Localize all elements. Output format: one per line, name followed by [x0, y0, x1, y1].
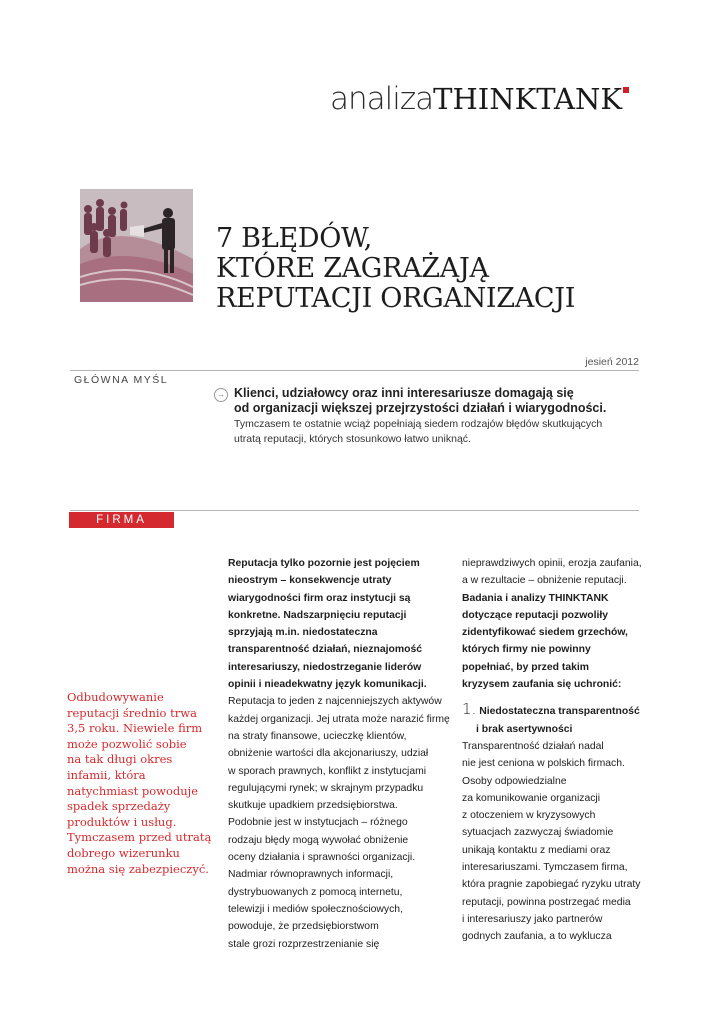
main-thought-body	[234, 417, 624, 447]
pull-quote	[67, 690, 212, 877]
intro-line: nieostrym – konsekwencje utraty	[228, 575, 392, 587]
lead-line: Klienci, udziałowcy oraz inni interesariusze domagają się	[234, 386, 574, 400]
pull-quote-line: reputacji średnio trwa	[67, 705, 197, 720]
body-line: telewizji i mediów społecznościowych,	[228, 903, 403, 915]
body-line: Nadmiar równoprawnych informacji,	[228, 869, 394, 881]
body-line: godnych zaufania, a to wyklucza	[462, 931, 612, 943]
logo-part-analiza: analiza	[330, 81, 434, 117]
title-line: REPUTACJI ORGANIZACJI	[216, 283, 576, 314]
body-line: regulującymi rynek; w skrajnym przypadku	[228, 782, 424, 794]
lead-body-line: utratą reputacji, których stosunkowo łatwo uniknąć.	[234, 433, 471, 445]
section-heading	[462, 701, 642, 720]
pull-quote-line: 3,5 roku. Niewiele firm	[67, 721, 203, 736]
bold-line: popełniać, by przed takim	[462, 661, 590, 673]
page-title	[216, 224, 656, 314]
body-line: która pragnie zapobiegać ryzyku utraty	[462, 879, 641, 891]
pull-quote-line: produktów i usług.	[67, 814, 177, 829]
body-line: skutkuje upadkiem przedsiębiorstwa.	[228, 800, 398, 812]
body-line: sytuacjach zazwyczaj świadomie	[462, 827, 614, 839]
crowd-photo	[80, 189, 193, 302]
intro-line: konkretne. Nadszarpnięciu reputacji	[228, 609, 407, 621]
body-line: oceny działania i sprawności organizacji.	[228, 852, 416, 864]
lead-line: od organizacji większej przejrzystości działań i wiarygodności.	[234, 401, 607, 415]
title-line: 7 BŁĘDÓW,	[216, 223, 373, 254]
crowd-illustration-icon	[80, 189, 193, 302]
intro-line: wiarygodności firm oraz instytucji są	[228, 592, 411, 604]
title-line: KTÓRE ZAGRAŻAJĄ	[216, 253, 489, 284]
article-column-1	[228, 555, 450, 953]
bold-line: dotyczące reputacji pozwoliły	[462, 609, 609, 621]
section-label: FIRMA	[69, 512, 174, 528]
body-line: reputacji, powinna postrzegać media	[462, 896, 631, 908]
pull-quote-line: spadek sprzedaży	[67, 799, 171, 814]
body-line: unikają kontaktu z mediami oraz	[462, 844, 611, 856]
arrow-circle-icon: →	[214, 388, 228, 402]
bold-line: zidentyfikować siedem grzechów,	[462, 627, 628, 639]
divider	[70, 510, 639, 511]
body-line: i interesariuszy jako partnerów	[462, 913, 603, 925]
body-line: powoduje, że przedsiębiorstwom	[228, 921, 379, 933]
intro-line: interesariuszy, niedostrzeganie liderów	[228, 661, 422, 673]
pull-quote-line: Odbudowywanie	[67, 690, 164, 704]
body-line: stale grozi rozprzestrzenianie się	[228, 938, 380, 950]
heading-line: i brak asertywności	[476, 723, 573, 735]
pull-quote-line: natychmiast powoduje	[67, 783, 199, 798]
intro-line: opinii i nieadekwatny język komunikacji.	[228, 679, 427, 691]
season-date: jesień 2012	[585, 356, 639, 368]
bold-line: Badania i analizy THINKTANK	[462, 592, 609, 604]
logo-part-thinktank: THINKTANK	[433, 82, 623, 116]
main-thought-lead	[234, 386, 624, 416]
intro-line: transparentność działań, nieznajomość	[228, 644, 423, 656]
heading-number: 1.	[462, 700, 477, 719]
body-line: za komunikowanie organizacji	[462, 792, 601, 804]
thinktank-logo	[330, 81, 629, 117]
body-line: obniżenie wartości dla akcjonariuszy, udział	[228, 748, 429, 760]
pull-quote-line: można się zabezpieczyć.	[67, 861, 209, 876]
lead-body-line: Tymczasem te ostatnie wciąż popełniają siedem rodzajów błędów skutkujących	[234, 418, 603, 430]
body-line: interesariuszami. Tymczasem firma,	[462, 862, 628, 874]
body-line: nie jest ceniona w polskich firmach.	[462, 758, 625, 770]
pull-quote-line: może pozwolić sobie	[67, 736, 187, 751]
pull-quote-line: na tak długi okres	[67, 752, 173, 767]
pull-quote-line: dobrego wizerunku	[67, 845, 180, 860]
heading-line: Niedostateczna transparentność	[479, 706, 640, 718]
bold-line: kryzysem zaufania się uchronić:	[462, 679, 622, 691]
body-line: na straty finansowe, ucieczkę klientów,	[228, 730, 407, 742]
body-line: Transparentność działań nadal	[462, 740, 604, 752]
pull-quote-line: Tymczasem przed utratą	[67, 830, 212, 845]
body-line: rodzaju błędy mogą wywołać obniżenie	[228, 834, 409, 846]
body-line: Podobnie jest w instytucjach – różnego	[228, 817, 408, 829]
bold-line: których firmy nie powinny	[462, 644, 591, 656]
body-line: Reputacja to jeden z najcenniejszych aktywów	[228, 696, 442, 708]
pull-quote-line: infamii, która	[67, 767, 146, 782]
intro-line: sprzyjają m.in. niedostateczna	[228, 627, 378, 639]
body-line: Osoby odpowiedzialne	[462, 775, 567, 787]
divider	[70, 370, 639, 371]
body-line: a w rezultacie – obniżenie reputacji.	[462, 575, 627, 587]
article-column-2	[462, 555, 642, 946]
intro-line: Reputacja tylko pozornie jest pojęciem	[228, 558, 420, 569]
logo-red-dot	[623, 87, 629, 93]
body-line: z otoczeniem w kryzysowych	[462, 810, 596, 822]
body-line: w sporach prawnych, konflikt z instytucjami	[228, 765, 427, 777]
body-line: każdej organizacji. Jej utrata może narazić firmę	[228, 713, 450, 725]
body-line: dystrybuowanych z pomocą internetu,	[228, 886, 403, 898]
body-line: nieprawdziwych opinii, erozja zaufania,	[462, 558, 642, 569]
main-thought-label: GŁÓWNA MYŚL	[74, 374, 169, 386]
